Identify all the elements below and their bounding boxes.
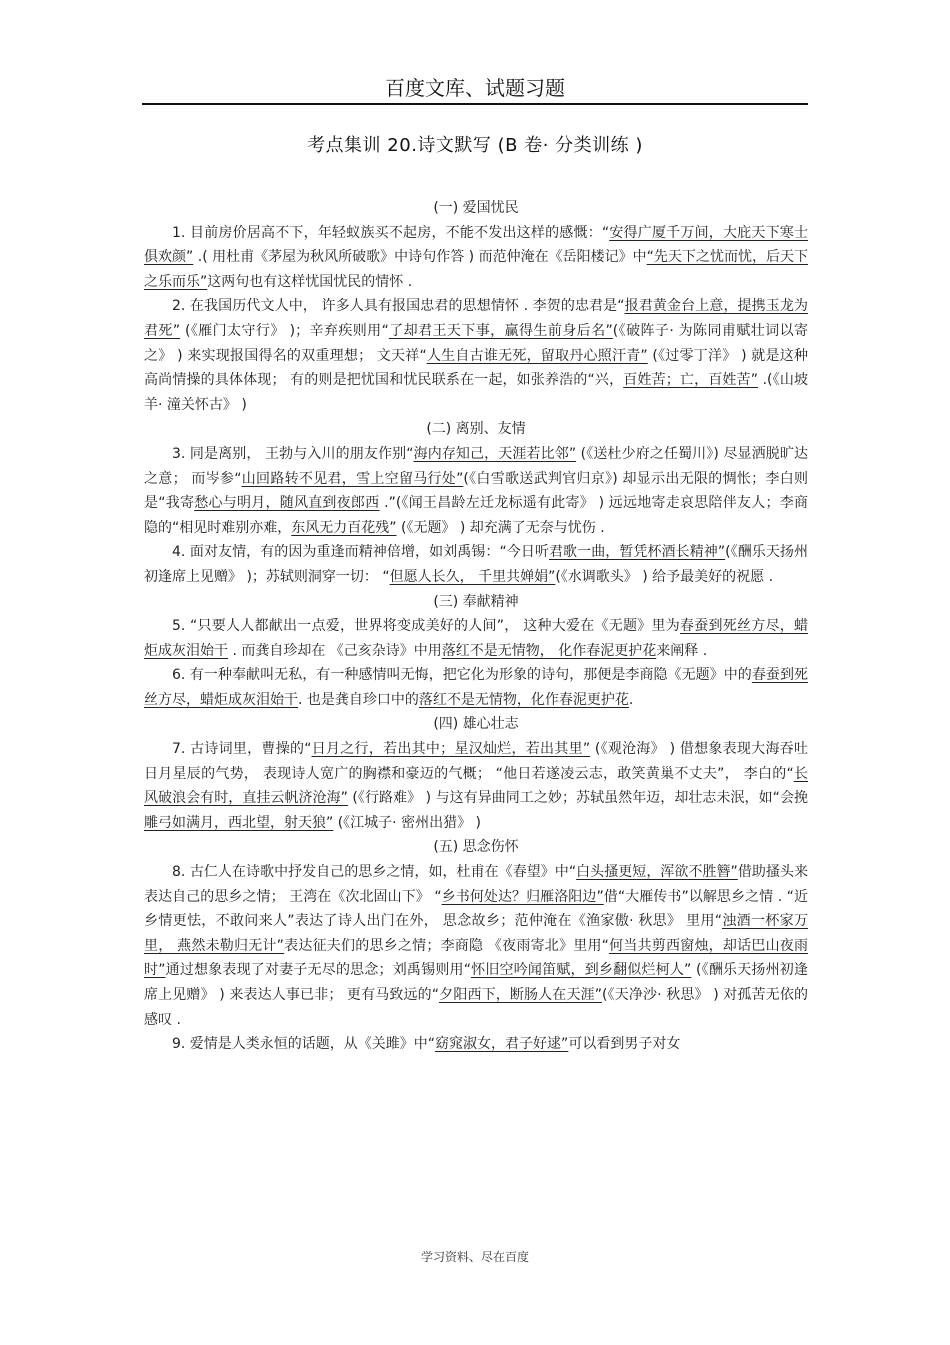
answer-blank: 人生自古谁无死，留取丹心照汗青” bbox=[426, 347, 648, 364]
answer-blank: 了却君王天下事，赢得生前身后名” bbox=[388, 322, 613, 339]
answer-blank: 山回路转不见君，雪上空留马行处” bbox=[241, 470, 464, 487]
section-heading-farewell: (二) 离别、友情 bbox=[426, 421, 526, 438]
answer-blank: 但愿人长久， 千里共婵娟” bbox=[389, 568, 556, 585]
answer-blank: 春蚕到死丝方尽，蜡炬成灰泪始干 bbox=[144, 618, 808, 659]
answer-blank: 海内存知己，天涯若比邻” bbox=[413, 445, 577, 462]
answer-blank: 落红不是无情物， 化作春泥更护花 bbox=[441, 642, 657, 659]
question-1: 1. 目前房价居高不下，年轻蚁族买不起房，不能不发出这样的感慨：“安得广厦千万间，大庇天下寒士俱欢颜” .( 用杜甫《茅屋为秋风所破歌》中诗句作答 ) 而范仲淹在《岳阳楼记》中“先天下之忧而忧，后天下之乐而乐”这两句也有这样忧国忧民的情怀 . bbox=[144, 224, 808, 290]
question-8: 8. 古仁人在诗歌中抒发自己的思乡之情，如，杜甫在《春望》中“白头搔更短，浑欲不胜簪”借助搔头来表达自己的思乡之情； 王湾在《次北固山下》 “乡书何处达？归雁洛阳边”借“大雁传书”以解思乡之情 . “近乡情更怯，不敢问来人”表达了诗人出门在外， 思念故乡；范仲淹在《渔家傲· 秋思》 里用“浊酒一杯家万里， 燕然未勒归无计”表达征夫们的思乡之情；李商隐 《夜雨寄北》里用“何当共剪西窗烛，却话巴山夜雨时”通过想象表现了对妻子无尽的思念；刘禹锡则用“怀旧空吟闻笛赋，到乡翻似烂柯人” (《酬乐天扬州初逢席上见赠》 ) 来表达人事已非； 更有马致远的“夕阳西下，断肠人在天涯”(《天净沙· 秋思》 ) 对孤苦无依的感叹 . bbox=[144, 864, 809, 1028]
question-2: 2. 在我国历代文人中， 许多人具有报国忠君的思想情怀 . 李贺的忠君是“报君黄金台上意，提携玉龙为君死” (《雁门太守行》 )；辛弃疾则用“了却君王天下事，赢得生前身后名”(《破阵子· 为陈同甫赋壮词以寄之》 ) 来实现报国得名的双重理想； 文天祥“人生自古谁无死，留取丹心照汗青” (《过零丁洋》 ) 就是这种高尚情操的具体体现； 有的则是把忧国和忧民联系在一起，如张养浩的“兴，百姓苦；亡，百姓苦” .(《山坡羊· 潼关怀古》 ) bbox=[144, 298, 808, 413]
section-heading-patriotism: (一) 爱国忧民 bbox=[433, 200, 519, 216]
question-4: 4. 面对友情，有的因为重逢而精神倍增，如刘禹锡：“今日听君歌一曲，暂凭杯酒长精神”(《酬乐天扬州初逢席上见赠》 )；苏轼则洞穿一切： “但愿人长久， 千里共婵娟”(《水调歌头》 ) 给予最美好的祝愿 . bbox=[144, 544, 808, 585]
answer-blank: 长风破浪会有时，直挂云帆济沧海” bbox=[144, 765, 809, 807]
document-title: 考点集训 20.诗文默写 (B 卷· 分类训练 ) bbox=[307, 135, 643, 156]
answer-blank: 安得广厦千万间，大庇天下寒士俱欢颜” bbox=[144, 224, 808, 266]
answer-blank: 百姓苦；亡，百姓苦” bbox=[623, 372, 758, 389]
answer-blank: “先天下之忧而忧，后天下之乐而乐” bbox=[144, 249, 808, 290]
answer-blank: 落红不是无情物，化作春泥更护花 bbox=[418, 691, 629, 708]
question-7: 7. 古诗词里，曹操的“日月之行，若出其中；星汉灿烂，若出其里” (《观沧海》 ) 借想象表现大海吞吐日月星辰的气势， 表现诗人宽广的胸襟和豪迈的气概； “他日若遂凌云志，敢笑黄巢不丈夫”， 李白的“长风破浪会有时，直挂云帆济沧海” (《行路难》 ) 与这有异曲同工之妙；苏轼虽然年迈，却壮志未泯，如“会挽雕弓如满月，西北望，射天狼” (《江城子· 密州出猎》 ) bbox=[144, 741, 809, 831]
answer-blank: 乡书何处达？归雁洛阳边” bbox=[441, 888, 604, 905]
answer-blank: 白头搔更短，浑欲不胜簪” bbox=[576, 864, 738, 881]
answer-blank: 窈窕淑女，君子好逑” bbox=[435, 1036, 569, 1053]
answer-blank: 何当共剪西窗烛，却话巴山夜雨时” bbox=[144, 937, 809, 979]
answer-blank: 东风无力百花残” bbox=[291, 519, 397, 536]
question-9: 9. 爱情是人类永恒的话题，从《关雎》中“窈窕淑女，君子好逑”可以看到男子对女 bbox=[172, 1036, 681, 1053]
answer-blank: 春蚕到死丝方尽，蜡炬成灰泪始干 bbox=[144, 667, 808, 708]
question-5: 5. “只要人人都献出一点爱，世界将变成美好的人间”， 这种大爱在《无题》里为春蚕到死丝方尽，蜡炬成灰泪始干 . 而龚自珍却在 《己亥杂诗》中用落红不是无情物， 化作春泥更护花来阐释 . bbox=[144, 618, 808, 659]
question-6: 6. 有一种奉献叫无私，有一种感情叫无悔，把它化为形象的诗句，那便是李商隐《无题》中的春蚕到死丝方尽，蜡炬成灰泪始干. 也是龚自珍口中的落红不是无情物，化作春泥更护花. bbox=[144, 667, 808, 708]
page-footer: 学习资料、尽在百度 bbox=[420, 1250, 529, 1264]
answer-blank: 报君黄金台上意，提携玉龙为君死” bbox=[144, 298, 808, 339]
section-heading-longing: (五) 思念伤怀 bbox=[433, 839, 519, 856]
document-body bbox=[144, 196, 808, 1057]
answer-blank: 夕阳西下，断肠人在天涯” bbox=[439, 987, 602, 1003]
section-heading-ambition: (四) 雄心壮志 bbox=[433, 716, 519, 733]
question-3: 3. 同是离别， 王勃与入川的朋友作别“海内存知己，天涯若比邻” (《送杜少府之任蜀川》) 尽显洒脱旷达之意； 而岑参“山回路转不见君，雪上空留马行处”(《白雪歌送武判官归京》) 却显示出无限的惆怅；李白则是“我寄愁心与明月，随风直到夜郎西 .”(《闻王昌龄左迁龙标遥有此寄》 ) 远远地寄走哀思陪伴友人；李商隐的“相见时难别亦难，东风无力百花残” (《无题》 ) 却充满了无奈与忧伤 . bbox=[144, 445, 808, 536]
section-heading-dedication: (三) 奉献精神 bbox=[433, 593, 519, 610]
answer-blank: 君歌一曲，暂凭杯酒长精神” bbox=[548, 544, 726, 561]
page-header-title: 百度文库、试题习题 bbox=[385, 76, 565, 100]
answer-blank: 雕弓如满月，西北望，射天狼” bbox=[144, 814, 334, 831]
answer-blank: 愁心与明月，随风直到夜郎西 bbox=[194, 495, 380, 512]
answer-blank: 日月之行，若出其中；星汉灿烂，若出其里” bbox=[311, 741, 591, 758]
answer-blank: 浊酒一杯家万里， 燕然未勒归无计” bbox=[144, 913, 808, 954]
answer-blank: 怀旧空吟闻笛赋，到乡翻似烂柯人” bbox=[470, 962, 692, 979]
header-divider bbox=[142, 103, 808, 105]
